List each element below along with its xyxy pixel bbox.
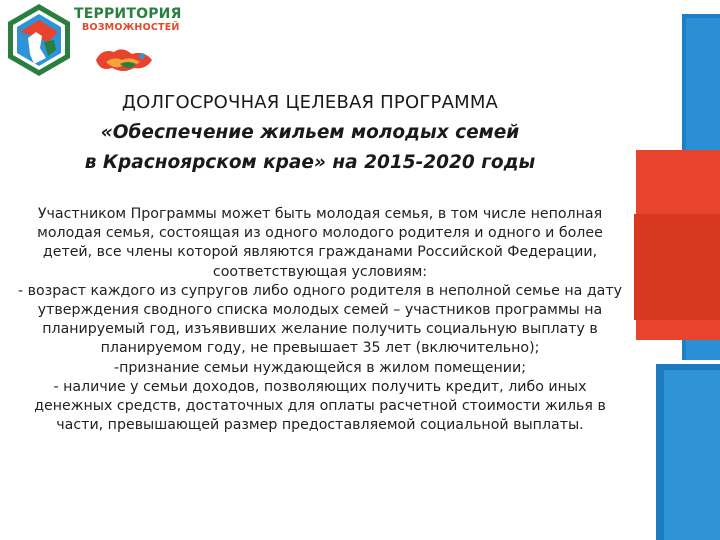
logo-emblem-icon — [4, 2, 74, 78]
body-paragraph-intro: Участником Программы может быть молодая семья, в том числе неполная молодая семья, состоящая из одного молодого родителя и одного и более детей, все члены которой являются гражданами Российской Федерации, соответствующая условиям: — [37, 206, 603, 280]
logo — [4, 2, 184, 82]
title-subheading-line1: «Обеспечение жильем молодых семей — [100, 122, 520, 143]
body-paragraph-housing-condition: -признание семьи нуждающейся в жилом помещении; — [113, 359, 527, 376]
body-paragraph-income-condition: - наличие у семьи доходов, позволяющих получить кредит, либо иных денежных средств, достаточных для оплаты расчетной стоимости жилья в части, превышающей размер предоставляемой социальной выплаты. — [34, 378, 606, 434]
body-text — [14, 205, 626, 435]
decor-red-block-shade — [634, 214, 720, 320]
decor-blue-bottom-inner — [664, 370, 720, 540]
title-heading: ДОЛГОСРОЧНАЯ ЦЕЛЕВАЯ ПРОГРАММА — [121, 92, 499, 113]
title-subheading-line2: в Красноярском крае» на 2015-2020 годы — [84, 152, 536, 173]
title-block — [20, 88, 600, 178]
logo-subtitle: ВОЗМОЖНОСТЕЙ — [82, 22, 180, 33]
body-paragraph-age-condition: - возраст каждого из супругов либо одного родителя в неполной семье на дату утверждения сводного списка молодых семей – участников программы на планируемый год, изъявивших желание получить социальную выплату в планируемом году, не превышает 35 лет (включительно); — [17, 282, 623, 357]
logo-title: ТЕРРИТОРИЯ — [74, 6, 182, 22]
logo-map-icon — [92, 42, 158, 76]
